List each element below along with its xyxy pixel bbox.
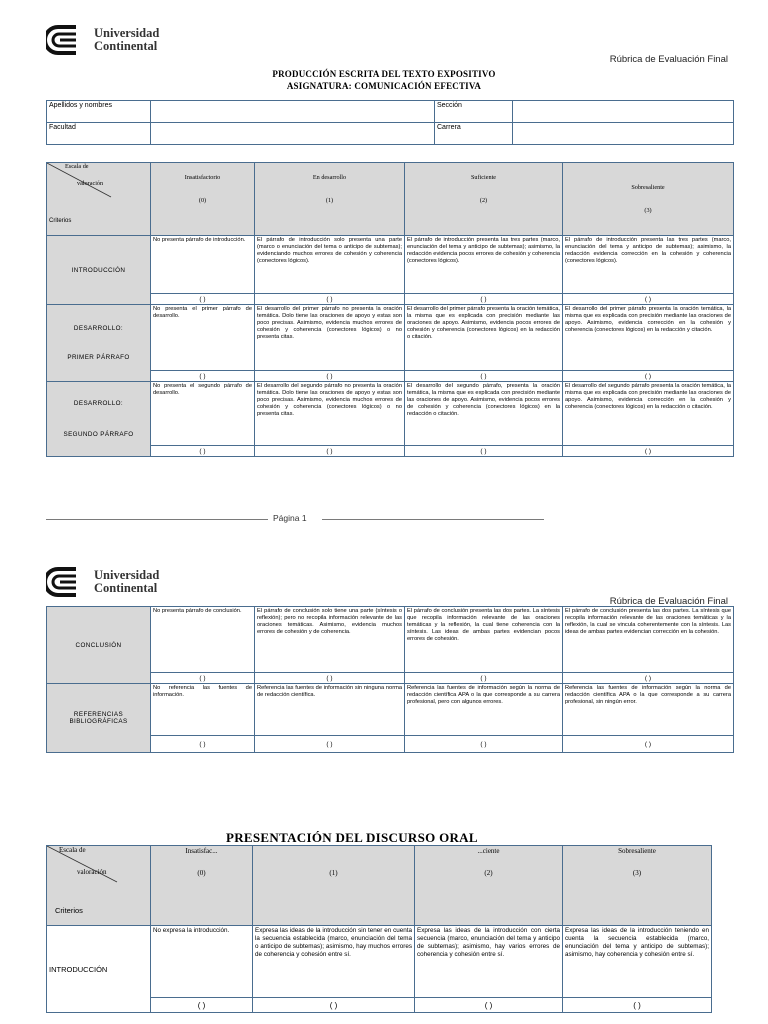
score-row: [47, 294, 734, 305]
score-checkbox[interactable]: ( ): [255, 371, 405, 382]
descriptor-cell: No presenta párrafo de conclusión.: [151, 607, 255, 673]
score-checkbox[interactable]: ( ): [151, 294, 255, 305]
level-header-0: [151, 163, 255, 236]
score-row: [47, 736, 734, 753]
score-checkbox[interactable]: ( ): [255, 673, 405, 684]
descriptor-cell: Referencia las fuentes de información sin ninguna norma de redacción científica.: [255, 684, 405, 736]
score-checkbox[interactable]: ( ): [255, 446, 405, 457]
oral-scale-label-2: valoración: [77, 868, 107, 876]
criterion-name: CONCLUSIÓN: [75, 641, 122, 649]
rubric-row: [47, 382, 734, 446]
score-checkbox[interactable]: ( ): [563, 371, 734, 382]
level-score: (1): [329, 869, 338, 877]
level-header-3: [563, 163, 734, 236]
descriptor-cell: No presenta el primer párrafo de desarrollo.: [151, 305, 255, 371]
criterion-cell: [47, 305, 151, 382]
document-title-line-2: ASIGNATURA: COMUNICACIÓN EFECTIVA: [286, 81, 482, 91]
score-checkbox[interactable]: ( ): [405, 446, 563, 457]
rubric-title: Rúbrica de Evaluación Final: [609, 54, 728, 65]
score-checkbox[interactable]: ( ): [151, 736, 255, 753]
criterion-sub: SEGUNDO PÁRRAFO: [63, 431, 134, 438]
criterion-name: DESARROLLO:: [73, 325, 124, 332]
oral-level-header-1: [253, 846, 415, 926]
scale-criteria-cell: [47, 163, 151, 236]
descriptor-cell: El párrafo de introducción presenta las tres partes (marco, enunciación del tema y anticipo de subtemas); asimismo, la redacción evidencia corrección en la cohesión y coherencia (conectores lógicos).: [563, 236, 734, 294]
rubric-row: [47, 684, 734, 736]
level-name: Suficiente: [470, 174, 497, 181]
criteria-label: Criterios: [49, 218, 72, 224]
university-logo-icon: [46, 566, 86, 598]
scale-label-2: valoración: [77, 180, 104, 187]
carrera-field[interactable]: [513, 123, 734, 145]
descriptor-cell: Expresa las ideas de la introducción teniendo en cuenta la secuencia establecida (marco, enunciación del tema y anticipo de subtemas); asimismo, hay coherencia y cohesión entre sí.: [563, 926, 712, 998]
level-score: (0): [197, 869, 206, 877]
rubric-header-row: [47, 163, 734, 236]
score-checkbox[interactable]: ( ): [563, 446, 734, 457]
level-score: (1): [325, 197, 334, 204]
criterion-sub: BIBLIOGRÁFICAS: [69, 718, 128, 725]
descriptor-cell: El párrafo de conclusión presenta las dos partes. La síntesis que recopila información relevante de las oraciones temáticas y la reflexión, la cual se vincula coherentemente con la síntesis. Las ideas de ambas partes evidencian corrección en la cohesión.: [563, 607, 734, 673]
oral-scale-criteria-cell: [47, 846, 151, 926]
criterion-cell: [47, 684, 151, 753]
seccion-field[interactable]: [513, 101, 734, 123]
score-checkbox[interactable]: ( ): [255, 294, 405, 305]
carrera-label: Carrera: [435, 123, 513, 145]
document-title-line-1: PRODUCCIÓN ESCRITA DEL TEXTO EXPOSITIVO: [272, 69, 496, 79]
university-logo-page2: [46, 566, 159, 598]
score-row: [47, 446, 734, 457]
diagonal-line: [47, 163, 151, 236]
criterion-cell: [47, 382, 151, 457]
logo-line-2: Continental: [94, 581, 158, 595]
rubric-row: [47, 607, 734, 673]
level-name: Insatisfactorio: [184, 174, 221, 181]
descriptor-cell: El desarrollo del primer párrafo presenta la oración temática, la misma que es explicada con precisión mediante las oraciones de apoyo. Asimismo, evidencia pocos errores de cohesión y coherencia (conectores lógicos) en la redacción o citación.: [405, 305, 563, 371]
criterion-name: REFERENCIAS: [73, 711, 124, 718]
descriptor-cell: El párrafo de introducción presenta las tres partes (marco, enunciación del tema y anticipo de subtemas); asimismo, la redacción evidencia pocos errores de cohesión y coherencia (conectores lógicos).: [405, 236, 563, 294]
level-header-1: [255, 163, 405, 236]
descriptor-cell: El desarrollo del primer párrafo no presenta la oración temática. Dolo tiene las oraciones de apoyo y estas son poco precisas. Asimismo, evidencia muchos errores de cohesión y coherencia (conectores lógicos) o no presenta citas.: [255, 305, 405, 371]
rubric-title-page2: Rúbrica de Evaluación Final: [609, 596, 728, 607]
score-checkbox[interactable]: ( ): [563, 673, 734, 684]
seccion-label: Sección: [435, 101, 513, 123]
score-checkbox[interactable]: ( ): [151, 673, 255, 684]
page-number: Página 1: [273, 513, 307, 523]
oral-level-header-0: [151, 846, 253, 926]
descriptor-cell: El desarrollo del segundo párrafo, presenta la oración temática, la misma que es explicada con precisión mediante las oraciones de apoyo. Asimismo, evidencia pocos errores de cohesión y coherencia (conectores lógicos) en la redacción o citación.: [405, 382, 563, 446]
score-row: [47, 371, 734, 382]
descriptor-cell: El párrafo de conclusión solo tiene una parte (síntesis o reflexión); pero no recopila información relevante de las oraciones temáticas. Asimismo, evidencia muchos errores de cohesión y de coherencia.: [255, 607, 405, 673]
level-name: [255, 847, 412, 855]
university-logo: [46, 24, 159, 56]
oral-level-header-3: [563, 846, 712, 926]
score-checkbox[interactable]: ( ): [253, 998, 415, 1013]
descriptor-cell: El desarrollo del segundo párrafo no presenta la oración temática. Dolo tiene las oraciones de apoyo y estas son poco precisas. Asimismo, evidencia muchos errores de cohesión y coherencia (conectores lógicos) o no presenta citas.: [255, 382, 405, 446]
score-checkbox[interactable]: ( ): [151, 371, 255, 382]
descriptor-cell: El párrafo de conclusión presenta las dos partes. La síntesis que recopila información relevante de las oraciones temáticas y la reflexión, la cual tiene coherencia con la síntesis. Las ideas de ambas partes evidencian pocos errores de cohesión.: [405, 607, 563, 673]
score-checkbox[interactable]: ( ): [415, 998, 563, 1013]
score-checkbox[interactable]: ( ): [563, 294, 734, 305]
level-name: ...ciente: [477, 847, 500, 855]
score-checkbox[interactable]: ( ): [405, 673, 563, 684]
criterion-cell: [47, 236, 151, 305]
oral-criteria-label: Criterios: [55, 906, 83, 915]
score-checkbox[interactable]: ( ): [563, 736, 734, 753]
oral-level-header-2: [415, 846, 563, 926]
descriptor-cell: El desarrollo del primer párrafo presenta la oración temática, la misma que es explicada con precisión mediante las oraciones de apoyo. Asimismo, evidencia corrección en la cohesión y coherencia (conectores lógicos) en la redacción y citación.: [563, 305, 734, 371]
level-name: Insatisfac...: [185, 847, 218, 855]
descriptor-cell: No referencia las fuentes de información.: [151, 684, 255, 736]
score-checkbox[interactable]: ( ): [563, 998, 712, 1013]
level-header-2: [405, 163, 563, 236]
oral-scale-label-1: Escala de: [59, 846, 86, 854]
descriptor-cell: Referencia las fuentes de información según la norma de redacción científica APA o la que corresponde a su carrera profesional, sin ningún error.: [563, 684, 734, 736]
rubric-row: [47, 305, 734, 371]
descriptor-cell: Expresa las ideas de la introducción sin tener en cuenta la secuencia establecida (marco, enunciación del tema o anticipo de subtemas); asimismo, hay muchos errores de coherencia y cohesión entre sí.: [253, 926, 415, 998]
university-logo-icon: [46, 24, 86, 56]
descriptor-cell: El párrafo de introducción solo presenta una parte (marco o enunciación del tema o anticipo de subtemas); evidenciando muchos errores de cohesión y coherencia (conectores lógicos).: [255, 236, 405, 294]
criterion-name: INTRODUCCIÓN: [49, 964, 108, 974]
facultad-field[interactable]: [151, 123, 435, 145]
criterion-sub: PRIMER PÁRRAFO: [67, 354, 130, 361]
descriptor-cell: Referencia las fuentes de información según la norma de redacción científica APA o la que corresponde a su carrera profesional, pero con algunos errores.: [405, 684, 563, 736]
level-score: (3): [632, 869, 642, 877]
level-name: Sobresaliente: [631, 184, 665, 191]
facultad-label: Facultad: [47, 123, 151, 145]
apellidos-label: Apellidos y nombres: [47, 101, 151, 123]
scale-label-1: Escala de: [65, 163, 89, 170]
score-row: [47, 673, 734, 684]
logo-line-2: Continental: [94, 39, 158, 53]
page-separator-right: [322, 519, 544, 520]
criterion-name: INTRODUCCIÓN: [71, 266, 126, 274]
score-checkbox[interactable]: ( ): [405, 371, 563, 382]
score-checkbox[interactable]: ( ): [405, 294, 563, 305]
rubric-row: [47, 236, 734, 294]
level-name: Sobresaliente: [618, 847, 656, 855]
page-separator-left: [46, 519, 268, 520]
logo-line-1: Universidad: [94, 26, 160, 40]
descriptor-cell: No presenta el segundo párrafo de desarrollo.: [151, 382, 255, 446]
oral-rubric-row: [47, 926, 712, 998]
score-checkbox[interactable]: ( ): [151, 998, 253, 1013]
descriptor-cell: El desarrollo del segundo párrafo presenta la oración temática, la misma que es explicada con precisión mediante las oraciones de apoyo. Asimismo, evidencia corrección en la cohesión y coherencia (conectores lógicos) en la redacción o citación.: [563, 382, 734, 446]
descriptor-cell: Expresa las ideas de la introducción con cierta secuencia (marco, enunciación del tema y anticipo de subtemas); asimismo, hay varios errores de coherencia y cohesión entre sí.: [415, 926, 563, 998]
score-checkbox[interactable]: ( ): [405, 736, 563, 753]
level-score: (2): [479, 197, 488, 204]
oral-rubric-table: [46, 845, 712, 1013]
score-checkbox[interactable]: ( ): [151, 446, 255, 457]
oral-criterion-cell: [47, 926, 151, 1013]
rubric-table: [46, 162, 734, 457]
descriptor-cell: No presenta párrafo de introducción.: [151, 236, 255, 294]
level-score: (2): [484, 869, 493, 877]
logo-line-1: Universidad: [94, 568, 160, 582]
document-title: [0, 69, 768, 91]
oral-header-row: [47, 846, 712, 926]
level-score: (3): [644, 207, 652, 214]
level-score: (0): [198, 197, 207, 204]
apellidos-field[interactable]: [151, 101, 435, 123]
level-name: En desarrollo: [312, 174, 347, 181]
rubric-table-page2: [46, 606, 734, 753]
criterion-name: DESARROLLO:: [73, 400, 124, 407]
criterion-cell: [47, 607, 151, 684]
score-checkbox[interactable]: ( ): [255, 736, 405, 753]
descriptor-cell: No expresa la introducción.: [151, 926, 253, 998]
student-info-table: [46, 100, 734, 145]
oral-section-title: PRESENTACIÓN DEL DISCURSO ORAL: [226, 830, 478, 845]
